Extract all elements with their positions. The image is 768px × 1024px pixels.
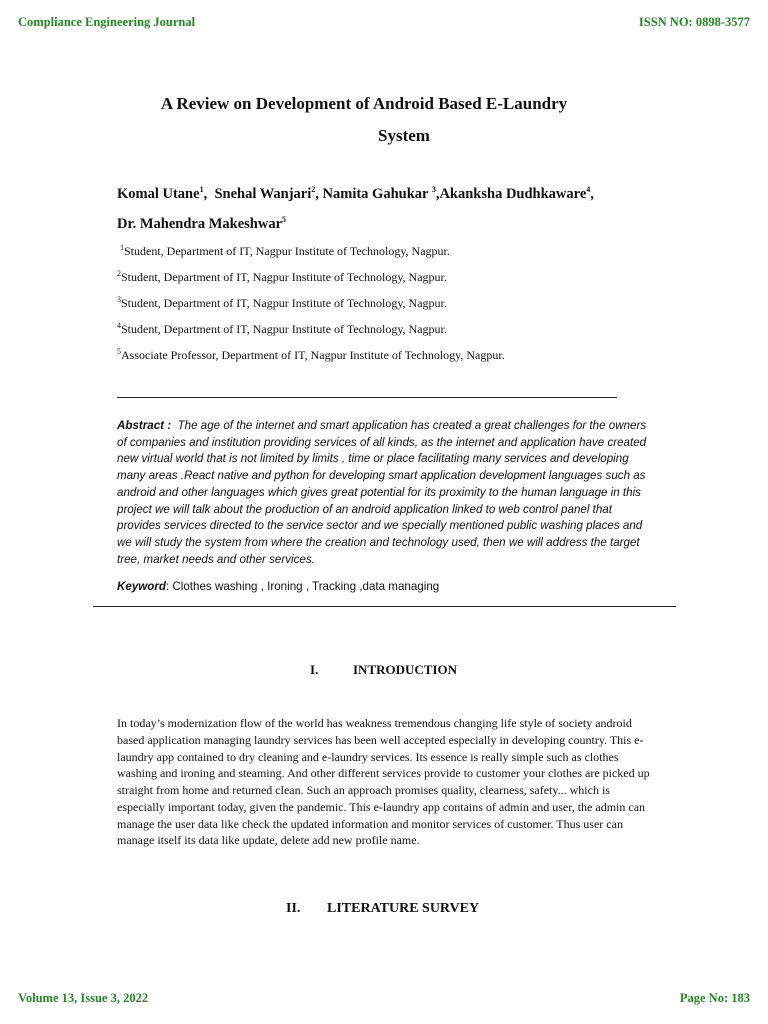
affiliation-sup: 3 <box>117 295 121 304</box>
affiliation-text: Student, Department of IT, Nagpur Institute of Technology, Nagpur. <box>121 296 447 310</box>
affiliation-sup: 5 <box>117 347 121 356</box>
author-sup: 2 <box>311 185 316 195</box>
author-name: Akanksha Dudhkaware <box>439 186 587 202</box>
journal-name: Compliance Engineering Journal <box>18 15 196 29</box>
volume-issue: Volume 13, Issue 3, 2022 <box>18 991 149 1005</box>
keyword-label: Keyword <box>117 580 166 593</box>
affiliation <box>117 296 447 311</box>
affiliation <box>120 244 450 259</box>
divider <box>117 397 617 398</box>
affiliation-sup: 1 <box>120 243 124 252</box>
issn-number: ISSN NO: 0898-3577 <box>638 15 750 29</box>
author-list-line-1: Komal Utane$^1$, Snehal Wanjari$^2$, Namita Gahukar $^3$,Akanksha Dudhkaware$^4$, <box>117 185 594 202</box>
affiliation-sup: 2 <box>117 269 121 278</box>
affiliation <box>117 270 447 285</box>
paper-title-line-2: System <box>378 126 430 145</box>
divider <box>93 606 676 607</box>
abstract <box>117 418 647 568</box>
author-sup: 5 <box>282 215 287 225</box>
author-sup: 1 <box>199 185 204 195</box>
page-number: Page No: 183 <box>679 991 750 1005</box>
abstract-text: The age of the internet and smart application has created a great challenges for the owners of companies and institution providing services of all kinds, as the internet and application have created new virtual world that is not limited by limits , time or place facilitating many services and developing many areas .React native and python for developing smart application development languages such as android and other languages which gives great potential for its proximity to the human language in this project we will talk about the production of an android application linked to web control panel that provides services directed to the service sector and we specially mentioned public washing places and we will study the system from where the creation and technology used, then we will address the target tree, market needs and other services. <box>117 419 647 566</box>
affiliation-text: Associate Professor, Department of IT, Nagpur Institute of Technology, Nagpur. <box>121 348 505 362</box>
introduction-paragraph: In today’s modernization flow of the world has weakness tremendous changing life style of society android based application managing laundry services has been well accepted especially in developing country. This e-laundry app contained to dry cleaning and e-laundry services. Its essence is really simple such as clothes washing and ironing and steaming. And other different services provide to customer your clothes are picked up straight from home and returned clean. Such an approach promises quality, clearness, safety... which is especially important today, given the pandemic. This e-laundry app contains of admin and user, the admin can manage the user data like check the updated information and monitor services of customer. Thus user can manage itself its data like update, delete add new profile name. <box>117 716 650 848</box>
affiliation <box>117 348 505 363</box>
author-sup: 3 <box>431 185 436 195</box>
affiliation-text: Student, Department of IT, Nagpur Institute of Technology, Nagpur. <box>121 270 447 284</box>
author-sup: 4 <box>586 185 591 195</box>
section-heading-literature-survey: LITERATURE SURVEY <box>327 901 480 916</box>
paper-title-line-1: A Review on Development of Android Based E-Laundry <box>160 94 568 113</box>
affiliation-text: Student, Department of IT, Nagpur Institute of Technology, Nagpur. <box>124 244 450 258</box>
keywords <box>117 580 647 593</box>
author-name: Namita Gahukar <box>322 186 429 202</box>
section-number: I. <box>310 662 319 677</box>
section-heading-introduction: INTRODUCTION <box>353 662 458 677</box>
section-number: II. <box>286 901 301 916</box>
abstract-label: Abstract : <box>117 419 172 432</box>
author-name: Snehal Wanjari <box>214 186 312 202</box>
affiliation-sup: 4 <box>117 321 121 330</box>
author-name: Komal Utane <box>117 186 200 202</box>
affiliation-text: Student, Department of IT, Nagpur Institute of Technology, Nagpur. <box>121 322 447 336</box>
keyword-text: : Clothes washing , Ironing , Tracking ,data managing <box>165 580 440 593</box>
author-name: Dr. Mahendra Makeshwar <box>117 216 283 232</box>
author-list-line-2 <box>117 216 286 233</box>
affiliation <box>117 322 447 337</box>
